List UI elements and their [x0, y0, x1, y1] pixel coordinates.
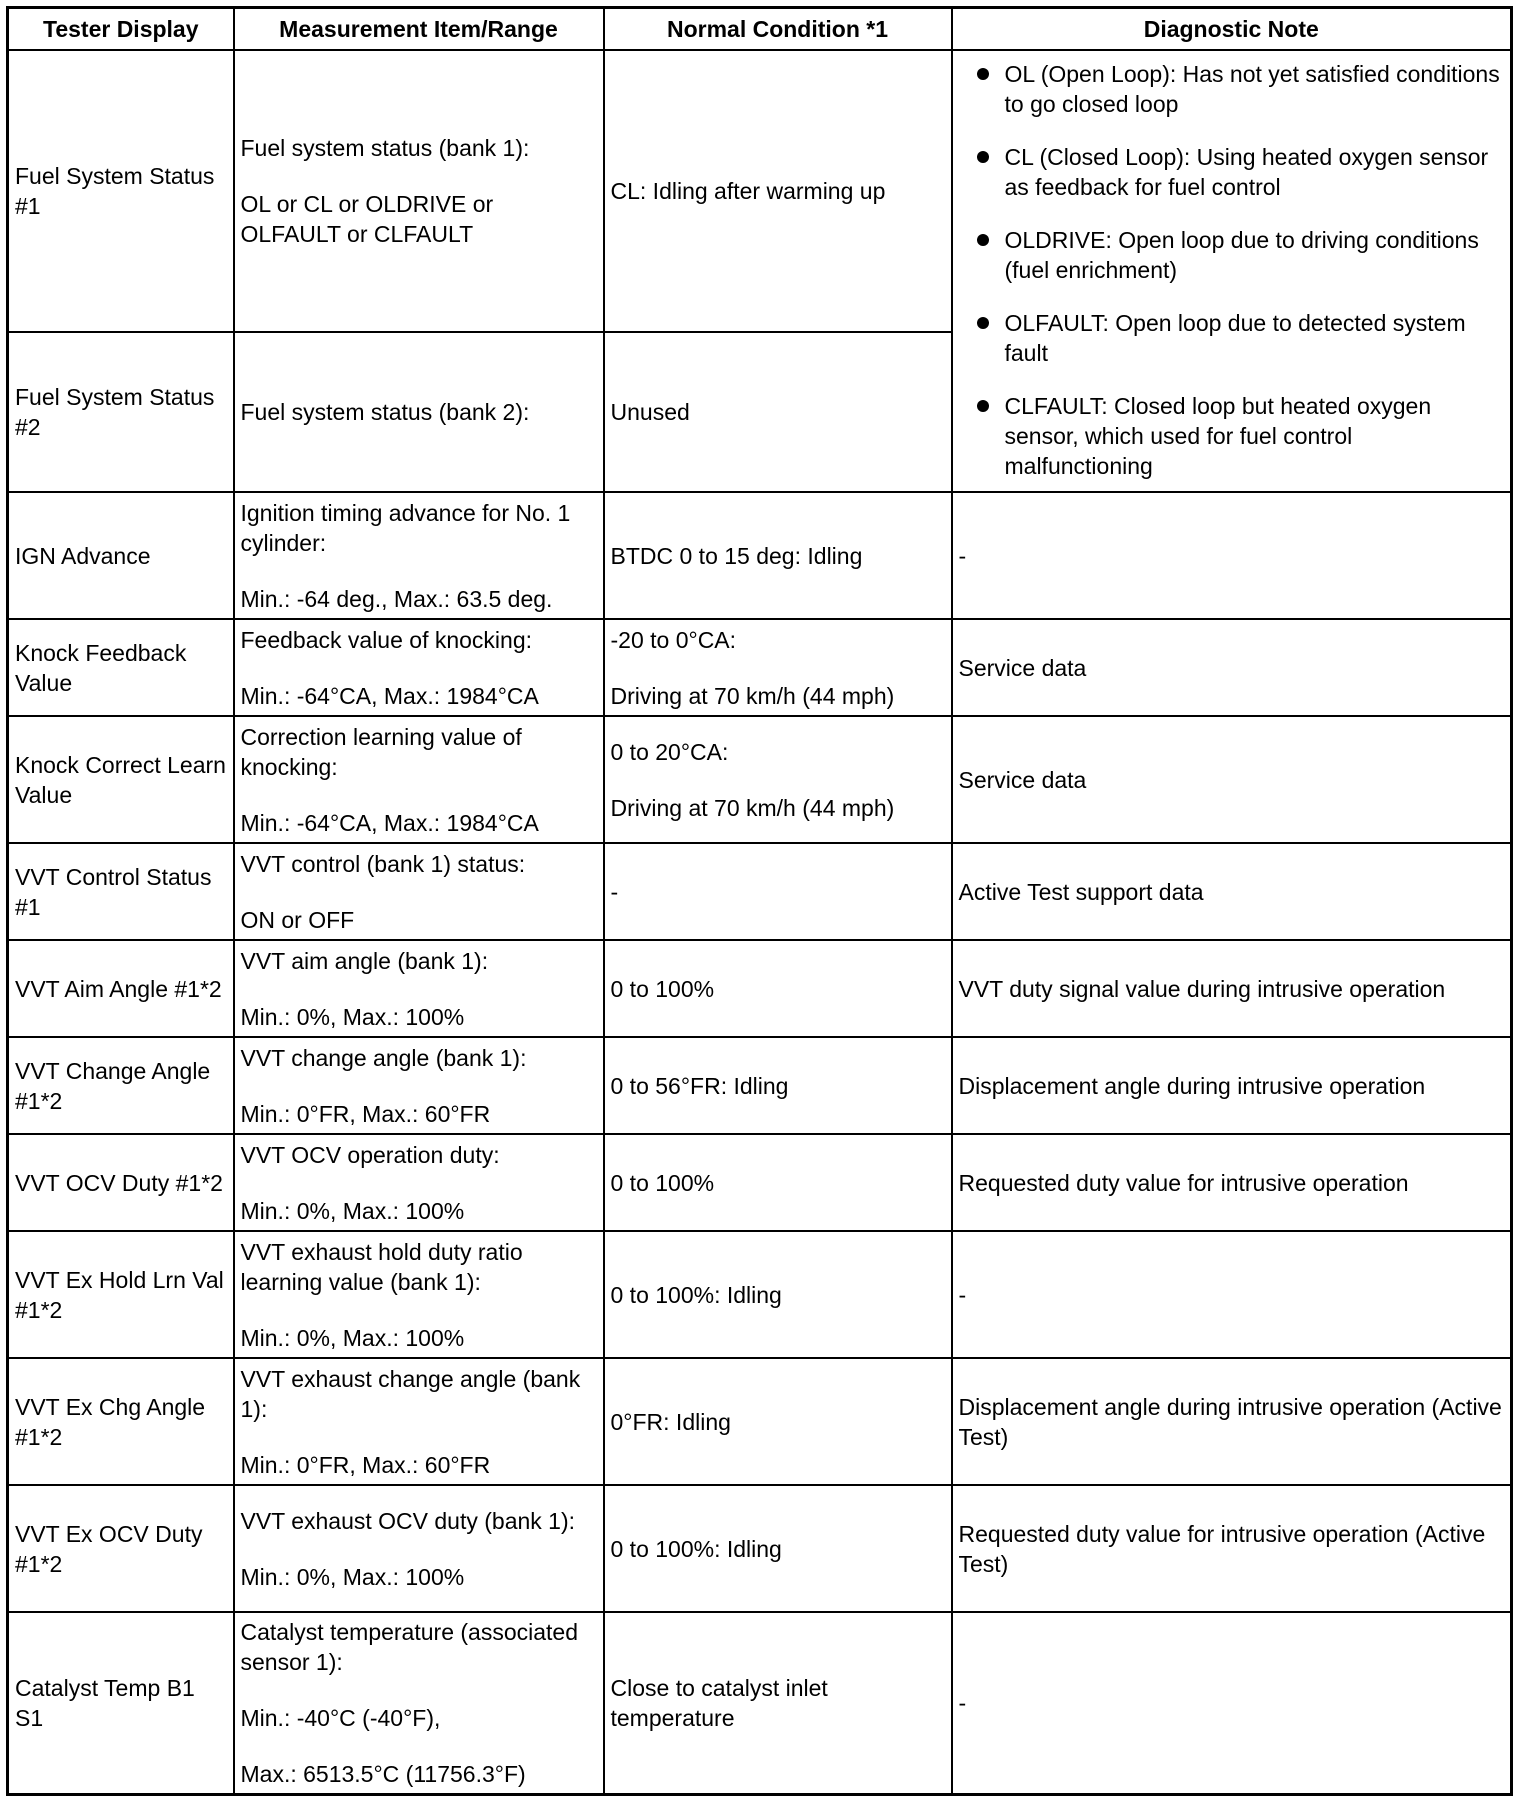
- list-item: [959, 142, 1505, 202]
- table-row: [8, 843, 1512, 940]
- tester-display-cell: Fuel System Status #1: [8, 50, 234, 332]
- tester-display-cell: VVT Ex Chg Angle #1*2: [8, 1358, 234, 1485]
- measurement-cell: [234, 1231, 604, 1358]
- tester-display-cell: VVT Control Status #1: [8, 843, 234, 940]
- measurement-range: Min.: 0%, Max.: 100%: [240, 1003, 465, 1030]
- table-row: [8, 1134, 1512, 1231]
- measurement-range: Min.: 0%, Max.: 100%: [240, 1324, 465, 1351]
- measurement-cell: [234, 1612, 604, 1794]
- list-item: [959, 391, 1505, 481]
- tester-display-cell: Knock Correct Learn Value: [8, 716, 234, 843]
- measurement-text: VVT OCV operation duty:: [240, 1141, 500, 1168]
- list-item: [959, 59, 1505, 119]
- condition-text: 0°FR: Idling: [610, 1408, 731, 1435]
- tester-display-cell: VVT Ex Hold Lrn Val #1*2: [8, 1231, 234, 1358]
- measurement-range: Min.: 0%, Max.: 100%: [240, 1197, 465, 1224]
- table-row: [8, 716, 1512, 843]
- measurement-text: VVT control (bank 1) status:: [240, 850, 526, 877]
- measurement-cell: [234, 50, 604, 332]
- table-row: [8, 1358, 1512, 1485]
- diagnostic-note-cell: Requested duty value for intrusive operation: [952, 1134, 1512, 1231]
- condition-detail: Driving at 70 km/h (44 mph): [610, 682, 895, 709]
- measurement-text: Correction learning value of knocking:: [240, 723, 522, 780]
- measurement-text: VVT aim angle (bank 1):: [240, 947, 489, 974]
- normal-condition-cell: [604, 716, 952, 843]
- measurement-cell: [234, 1134, 604, 1231]
- condition-text: BTDC 0 to 15 deg: Idling: [610, 542, 863, 569]
- condition-text: 0 to 100%: Idling: [610, 1535, 782, 1562]
- condition-text: -20 to 0°CA:: [610, 626, 737, 653]
- normal-condition-cell: [604, 492, 952, 619]
- condition-detail: Driving at 70 km/h (44 mph): [610, 794, 895, 821]
- table-row: [8, 1231, 1512, 1358]
- condition-text: 0 to 100%: Idling: [610, 1281, 782, 1308]
- measurement-text: VVT change angle (bank 1):: [240, 1044, 527, 1071]
- tester-display-cell: VVT OCV Duty #1*2: [8, 1134, 234, 1231]
- table-row: [8, 619, 1512, 716]
- bullet-icon: [977, 317, 989, 329]
- normal-condition-cell: [604, 50, 952, 332]
- normal-condition-cell: [604, 1134, 952, 1231]
- normal-condition-cell: [604, 1485, 952, 1612]
- condition-text: 0 to 56°FR: Idling: [610, 1072, 789, 1099]
- measurement-cell: [234, 843, 604, 940]
- note-text: OLDRIVE: Open loop due to driving conditions (fuel enrichment): [1004, 227, 1479, 283]
- normal-condition-cell: [604, 1037, 952, 1134]
- note-text: OLFAULT: Open loop due to detected system fault: [1004, 310, 1466, 366]
- measurement-text: Fuel system status (bank 1):: [240, 135, 530, 161]
- normal-condition-cell: [604, 940, 952, 1037]
- measurement-text: Fuel system status (bank 2):: [240, 399, 530, 425]
- header-diagnostic-note: Diagnostic Note: [952, 8, 1512, 51]
- condition-text: -: [610, 878, 619, 905]
- diagnostic-note-cell: Requested duty value for intrusive operation (Active Test): [952, 1485, 1512, 1612]
- measurement-range: Min.: 0°FR, Max.: 60°FR: [240, 1100, 491, 1127]
- tester-display-cell: VVT Aim Angle #1*2: [8, 940, 234, 1037]
- data-list-table: [6, 6, 1513, 1796]
- measurement-text: VVT exhaust OCV duty (bank 1):: [240, 1507, 576, 1534]
- bullet-icon: [977, 68, 989, 80]
- measurement-cell: [234, 492, 604, 619]
- measurement-text: Catalyst temperature (associated sensor 1):: [240, 1618, 578, 1675]
- fuel-status-notes-list: [959, 59, 1505, 481]
- diagnostic-note-cell: Displacement angle during intrusive operation (Active Test): [952, 1358, 1512, 1485]
- header-measurement-item: Measurement Item/Range: [234, 8, 604, 51]
- bullet-icon: [977, 234, 989, 246]
- header-row: [8, 8, 1512, 51]
- diagnostic-note-cell: -: [952, 492, 1512, 619]
- tester-display-cell: VVT Change Angle #1*2: [8, 1037, 234, 1134]
- table-row: [8, 1037, 1512, 1134]
- bullet-icon: [977, 151, 989, 163]
- diagnostic-note-cell: -: [952, 1612, 1512, 1794]
- table-row: [8, 1612, 1512, 1794]
- note-text: CL (Closed Loop): Using heated oxygen sensor as feedback for fuel control: [1004, 144, 1489, 200]
- measurement-text: Feedback value of knocking:: [240, 626, 533, 653]
- condition-text: Close to catalyst inlet temperature: [610, 1674, 828, 1731]
- measurement-cell: [234, 716, 604, 843]
- table-row: [8, 50, 1512, 332]
- tester-display-cell: Fuel System Status #2: [8, 332, 234, 492]
- condition-text: 0 to 100%: [610, 975, 715, 1002]
- diagnostic-note-cell: Service data: [952, 716, 1512, 843]
- table-row: [8, 492, 1512, 619]
- fuel-status-notes-cell: [952, 50, 1512, 492]
- diagnostic-note-cell: VVT duty signal value during intrusive operation: [952, 940, 1512, 1037]
- tester-display-cell: VVT Ex OCV Duty #1*2: [8, 1485, 234, 1612]
- measurement-cell: [234, 1358, 604, 1485]
- measurement-range: ON or OFF: [240, 906, 355, 933]
- measurement-text: VVT exhaust change angle (bank 1):: [240, 1365, 581, 1422]
- tester-display-cell: IGN Advance: [8, 492, 234, 619]
- normal-condition-cell: [604, 1231, 952, 1358]
- list-item: [959, 225, 1505, 285]
- normal-condition-cell: [604, 619, 952, 716]
- normal-condition-cell: [604, 1358, 952, 1485]
- list-item: [959, 308, 1505, 368]
- measurement-text: VVT exhaust hold duty ratio learning value (bank 1):: [240, 1238, 523, 1295]
- measurement-cell: [234, 1485, 604, 1612]
- measurement-cell: [234, 1037, 604, 1134]
- diagnostic-note-cell: -: [952, 1231, 1512, 1358]
- diagnostic-note-cell: Displacement angle during intrusive operation: [952, 1037, 1512, 1134]
- tester-display-cell: Catalyst Temp B1 S1: [8, 1612, 234, 1794]
- bullet-icon: [977, 400, 989, 412]
- measurement-range-min: Min.: -40°C (-40°F),: [240, 1704, 441, 1731]
- measurement-range: Min.: 0°FR, Max.: 60°FR: [240, 1451, 491, 1478]
- header-normal-condition: Normal Condition *1: [604, 8, 952, 51]
- normal-condition-cell: [604, 332, 952, 492]
- condition-text: 0 to 20°CA:: [610, 738, 729, 765]
- note-text: OL (Open Loop): Has not yet satisfied conditions to go closed loop: [1004, 61, 1500, 117]
- measurement-range: Min.: -64°CA, Max.: 1984°CA: [240, 682, 539, 709]
- measurement-cell: [234, 940, 604, 1037]
- measurement-range: OL or CL or OLDRIVE or OLFAULT or CLFAULT: [240, 191, 494, 247]
- condition-text: Unused: [610, 399, 690, 425]
- condition-text: CL: Idling after warming up: [610, 178, 886, 204]
- measurement-text: Ignition timing advance for No. 1 cylinder:: [240, 499, 571, 556]
- measurement-range: Min.: -64°CA, Max.: 1984°CA: [240, 809, 539, 836]
- spec-table-container: [6, 6, 1510, 1796]
- measurement-range-max: Max.: 6513.5°C (11756.3°F): [240, 1760, 526, 1787]
- header-tester-display: Tester Display: [8, 8, 234, 51]
- measurement-range: Min.: -64 deg., Max.: 63.5 deg.: [240, 585, 553, 612]
- condition-text: 0 to 100%: [610, 1169, 715, 1196]
- diagnostic-note-cell: Service data: [952, 619, 1512, 716]
- measurement-range: Min.: 0%, Max.: 100%: [240, 1563, 465, 1590]
- measurement-cell: [234, 619, 604, 716]
- note-text: CLFAULT: Closed loop but heated oxygen sensor, which used for fuel control malfunctioning: [1004, 393, 1432, 479]
- normal-condition-cell: [604, 843, 952, 940]
- measurement-cell: [234, 332, 604, 492]
- table-row: [8, 940, 1512, 1037]
- table-row: [8, 1485, 1512, 1612]
- normal-condition-cell: [604, 1612, 952, 1794]
- diagnostic-note-cell: Active Test support data: [952, 843, 1512, 940]
- tester-display-cell: Knock Feedback Value: [8, 619, 234, 716]
